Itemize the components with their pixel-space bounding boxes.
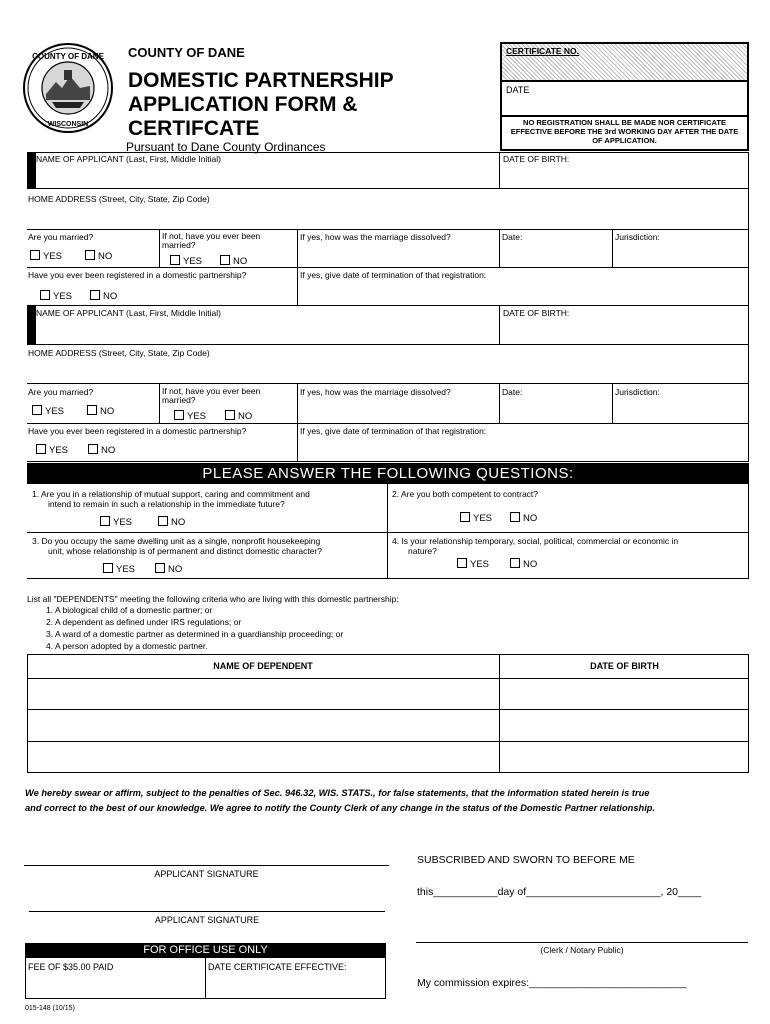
yes-label: YES [43, 251, 63, 262]
dependent-1-dob-field[interactable] [500, 679, 748, 708]
applicant-1-name-label: NAME OF APPLICANT (Last, First, Middle Initial) [36, 154, 221, 164]
checkbox-icon [30, 250, 40, 260]
form-number: 015-148 (10/15) [25, 1005, 75, 1012]
applicant-1-married-no[interactable] [85, 250, 112, 262]
applicant-2-married-yes[interactable] [32, 405, 64, 417]
clerk-notary-label: (Clerk / Notary Public) [540, 945, 624, 955]
applicant-2-name-field[interactable] [36, 320, 496, 342]
applicant-1-date-label: Date: [502, 232, 523, 242]
yes-label: YES [53, 291, 73, 302]
no-label: NO [523, 559, 538, 570]
no-label: NO [171, 517, 186, 528]
checkbox-icon [85, 250, 95, 260]
applicant-1-jurisdiction-label: Jurisdiction: [615, 232, 660, 242]
question-2-no[interactable] [510, 512, 537, 524]
applicant-2-ever-married-question: If not, have you ever been married? [162, 386, 261, 405]
checkbox-icon [103, 563, 113, 573]
question-4-no[interactable] [510, 558, 537, 570]
question-4-yes[interactable] [457, 558, 489, 570]
oath-line-1: We hereby swear or affirm, subject to the penalties of Sec. 946.32, WIS. STATS., for false statements, that the information stated herein is true [25, 788, 650, 798]
certificate-box [500, 42, 749, 151]
form-title-line-3: CERTIFCATE [128, 117, 260, 140]
clerk-signature-line[interactable] [416, 942, 748, 943]
question-2-yes[interactable] [460, 512, 492, 524]
question-1-yes[interactable] [100, 516, 132, 528]
svg-text:COUNTY OF DANE: COUNTY OF DANE [32, 52, 104, 61]
no-label: NO [523, 513, 538, 524]
sworn-date-line[interactable]: this___________day of_______________________, 20____ [417, 886, 702, 898]
dependent-2-name-field[interactable] [28, 710, 498, 740]
question-3-yes[interactable] [103, 563, 135, 575]
applicant-1-ever-married-yes[interactable] [170, 255, 202, 267]
dependents-intro: List all "DEPENDENTS" meeting the following criteria who are living with this domestic partnership: [27, 594, 399, 604]
applicant-2-dob-field[interactable] [503, 320, 747, 342]
dependent-3-dob-field[interactable] [500, 742, 748, 772]
applicant-2-registered-yes[interactable] [36, 444, 68, 456]
applicant-2-date-label: Date: [502, 387, 523, 397]
applicant-2-ever-married-no[interactable] [225, 410, 252, 422]
question-1-line-2: intend to remain in such a relationship in the immediate future? [48, 499, 285, 509]
office-use-heading: FOR OFFICE USE ONLY [25, 943, 386, 958]
form-subtitle: Pursuant to Dane County Ordinances [126, 140, 326, 154]
applicant-2-dob-label: DATE OF BIRTH: [503, 308, 570, 318]
no-label: NO [100, 406, 115, 417]
applicant-1-dob-label: DATE OF BIRTH: [503, 154, 570, 164]
applicant-1-registered-yes[interactable] [40, 290, 72, 302]
applicant-1-ever-married-no[interactable] [220, 255, 247, 267]
subscribed-sworn-label: SUBSCRIBED AND SWORN TO BEFORE ME [417, 854, 635, 866]
checkbox-icon [155, 563, 165, 573]
yes-label: YES [116, 564, 136, 575]
no-label: NO [103, 291, 118, 302]
applicant-signature-line-1[interactable] [24, 865, 389, 866]
no-label: NO [98, 251, 113, 262]
applicant-signature-label-2: APPLICANT SIGNATURE [154, 915, 260, 925]
dependent-criteria-3: 3. A ward of a domestic partner as determined in a guardianship proceeding; or [46, 629, 344, 639]
dependent-criteria-2: 2. A dependent as defined under IRS regulations; or [46, 617, 242, 627]
date-effective-label: DATE CERTIFICATE EFFECTIVE: [208, 962, 347, 972]
col-date-of-birth: DATE OF BIRTH [590, 661, 659, 671]
checkbox-icon [510, 558, 520, 568]
questions-heading: PLEASE ANSWER THE FOLLOWING QUESTIONS: [27, 463, 749, 484]
yes-label: YES [49, 445, 69, 456]
applicant-2-dissolved-field[interactable] [300, 399, 496, 421]
question-3-no[interactable] [155, 563, 182, 575]
applicant-2-ever-married-yes[interactable] [174, 410, 206, 422]
question-3-line-2: unit, whose relationship is of permanent and distinct domestic character? [48, 546, 323, 556]
applicant-2-jurisdiction-label: Jurisdiction: [615, 387, 660, 397]
applicant-1-married-yes[interactable] [30, 250, 62, 262]
yes-label: YES [470, 559, 490, 570]
applicant-1-termination-question: If yes, give date of termination of that registration: [300, 270, 487, 280]
applicant-2-married-no[interactable] [87, 405, 114, 417]
applicant-1-address-field[interactable] [28, 206, 746, 228]
checkbox-icon [460, 512, 470, 522]
checkbox-icon [225, 410, 235, 420]
applicant-signature-line-2[interactable] [29, 911, 385, 912]
dependent-3-name-field[interactable] [28, 742, 498, 772]
no-label: NO [233, 256, 248, 267]
checkbox-icon [170, 255, 180, 265]
certificate-no-label: CERTIFICATE NO. [506, 46, 580, 56]
question-1-line-1: 1. Are you in a relationship of mutual support, caring and commitment and [32, 489, 310, 499]
col-name-of-dependent: NAME OF DEPENDENT [213, 661, 313, 671]
no-label: NO [168, 564, 183, 575]
question-2: 2. Are you both competent to contract? [392, 489, 539, 499]
applicant-1-date-field[interactable] [502, 244, 610, 266]
svg-text:WISCONSIN: WISCONSIN [47, 121, 89, 128]
applicant-1-registered-no[interactable] [90, 290, 117, 302]
yes-label: YES [473, 513, 493, 524]
applicant-2-termination-field[interactable] [300, 438, 746, 460]
checkbox-icon [87, 405, 97, 415]
applicant-2-address-field[interactable] [28, 360, 746, 382]
applicant-1-dob-field[interactable] [503, 165, 747, 187]
yes-label: YES [183, 256, 203, 267]
yes-label: YES [187, 411, 207, 422]
applicant-1-address-label: HOME ADDRESS (Street, City, State, Zip Code) [28, 194, 210, 204]
applicant-2-date-field[interactable] [502, 399, 610, 421]
applicant-2-address-label: HOME ADDRESS (Street, City, State, Zip Code) [28, 348, 210, 358]
question-4-line-2: nature? [408, 546, 437, 556]
dependent-criteria-1: 1. A biological child of a domestic partner; or [46, 605, 213, 615]
county-seal [22, 42, 114, 134]
question-1-no[interactable] [158, 516, 185, 528]
checkbox-icon [40, 290, 50, 300]
checkbox-icon [158, 516, 168, 526]
checkbox-icon [510, 512, 520, 522]
checkbox-icon [36, 444, 46, 454]
dependent-1-name-field[interactable] [28, 679, 498, 708]
applicant-2-dissolved-question: If yes, how was the marriage dissolved? [300, 387, 451, 397]
no-label: NO [238, 411, 253, 422]
date-label: DATE [506, 85, 530, 95]
form-title-line-1: DOMESTIC PARTNERSHIP [128, 69, 394, 92]
checkbox-icon [88, 444, 98, 454]
yes-label: YES [113, 517, 133, 528]
checkbox-icon [220, 255, 230, 265]
dependent-2-dob-field[interactable] [500, 710, 748, 740]
applicant-signature-label-1: APPLICANT SIGNATURE [154, 869, 259, 879]
dependent-criteria-4: 4. A person adopted by a domestic partner. [46, 641, 208, 651]
applicant-1-married-question: Are you married? [28, 232, 94, 242]
checkbox-icon [174, 410, 184, 420]
fee-paid-label: FEE OF $35.00 PAID [28, 962, 114, 972]
applicant-2-jurisdiction-field[interactable] [615, 399, 747, 421]
applicant-2-termination-question: If yes, give date of termination of that registration: [300, 426, 487, 436]
checkbox-icon [457, 558, 467, 568]
no-label: NO [101, 445, 116, 456]
applicant-2-name-label: NAME OF APPLICANT (Last, First, Middle Initial) [36, 308, 221, 318]
applicant-1-termination-field[interactable] [300, 282, 746, 304]
date-effective-field[interactable] [208, 974, 383, 996]
applicant-1-name-field[interactable] [36, 165, 496, 187]
applicant-1-registered-question: Have you ever been registered in a domestic partnership? [28, 270, 247, 280]
fee-paid-field[interactable] [28, 974, 202, 996]
oath-line-2: and correct to the best of our knowledge. We agree to notify the County Clerk of any change in the status of the Domestic Partner relationship. [25, 803, 656, 813]
applicant-1-jurisdiction-field[interactable] [615, 244, 747, 266]
commission-expires-line[interactable]: My commission expires:___________________________ [417, 977, 687, 989]
question-3-line-1: 3. Do you occupy the same dwelling unit as a single, nonprofit housekeeping [32, 536, 321, 546]
county-name: COUNTY OF DANE [128, 45, 245, 60]
applicant-1-ever-married-question: If not, have you ever been married? [162, 231, 261, 250]
applicant-2-married-question: Are you married? [28, 387, 94, 397]
yes-label: YES [45, 406, 65, 417]
checkbox-icon [90, 290, 100, 300]
applicant-1-dissolved-field[interactable] [300, 244, 496, 266]
registration-notice: NO REGISTRATION SHALL BE MADE NOR CERTIFICATE EFFECTIVE BEFORE THE 3rd WORKING DAY AFTER THE DATE OF APPLICATION. [510, 118, 739, 145]
checkbox-icon [100, 516, 110, 526]
question-4-line-1: 4. Is your relationship temporary, social, political, commercial or economic in [392, 536, 679, 546]
applicant-2-registered-question: Have you ever been registered in a domestic partnership? [28, 426, 247, 436]
applicant-2-registered-no[interactable] [88, 444, 115, 456]
date-field[interactable] [502, 92, 747, 114]
form-title-line-2: APPLICATION FORM & [128, 93, 358, 116]
applicant-1-dissolved-question: If yes, how was the marriage dissolved? [300, 232, 451, 242]
checkbox-icon [32, 405, 42, 415]
